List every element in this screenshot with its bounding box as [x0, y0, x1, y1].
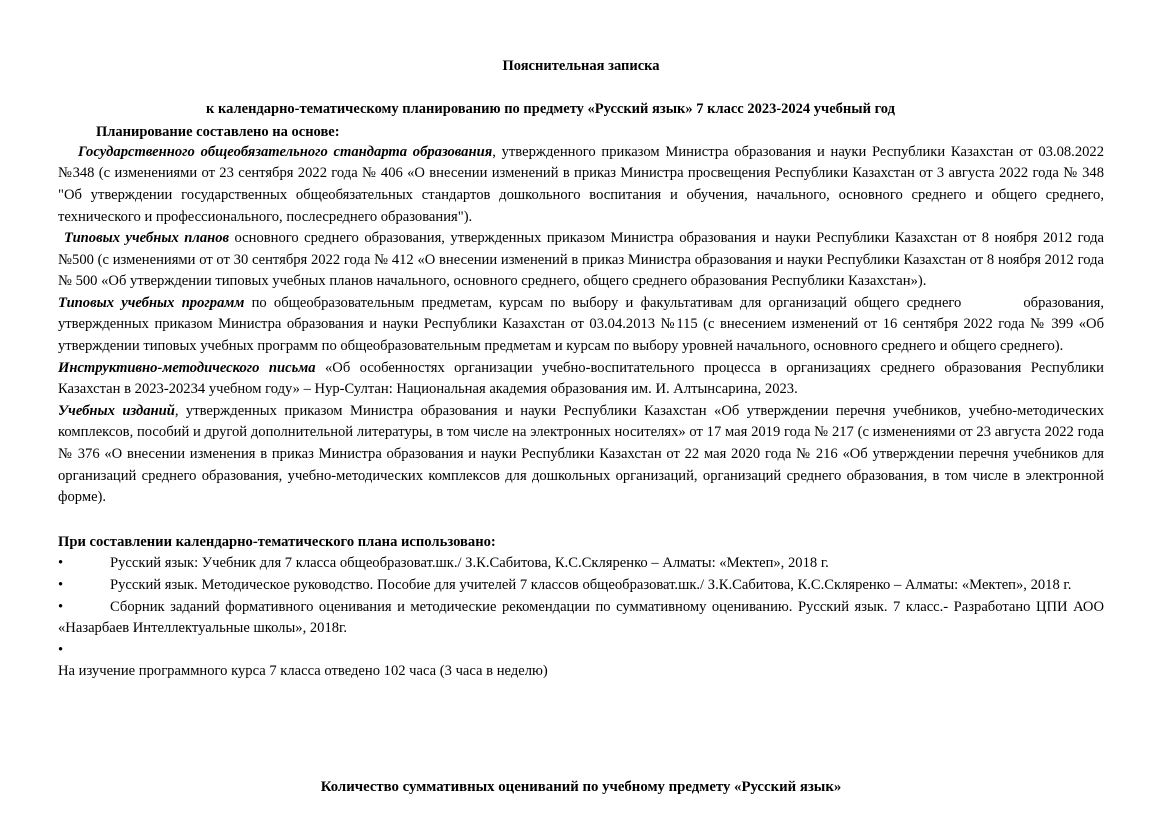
paragraph-goso-text: , утвержденного приказом Министра образования и науки Республики Казахстан от 03.08.2022 №348 (с изменениями от 23 сентября 2022 года № 406 «О внесении изменений в приказ Министра просвещения Республики Казахстан от 3 августа 2022 года № 348 "Об утверждении государственных общеобязательных стандартов дошкольного воспитания и обучения, начального, основного среднего и общего среднего, технического и профессионального, послесреднего образования").: [58, 143, 1105, 225]
paragraph-instruktivno-metodicheskoe-pismo: [58, 358, 1104, 401]
emphasis-goso: Государственного общеобязательного стандарта образования: [78, 143, 493, 160]
sources-list-heading: При составлении календарно-тематического плана использовано:: [58, 533, 496, 550]
list-item: [58, 640, 1104, 662]
lead-statement: Планирование составлено на основе:: [96, 124, 340, 141]
paragraph-uchebnye-izdaniya: [58, 401, 1104, 509]
paragraph-uchebnye-izdaniya-text: , утвержденных приказом Министра образования и науки Республики Казахстан «Об утверждении перечня учебников, учебно-методических комплексов, пособий и другой дополнительной литературы, в том числе на электронных носителях» от 17 мая 2019 года № 217 (с изменениями от 23 августа 2022 года № 376 «О внесении изменения в приказ Министра образования и науки Республики Казахстан от 22 мая 2020 года № 216 «Об утверждении перечня учебников для организаций среднего образования, учебно-методических комплексов для дошкольных организаций, организаций среднего образования, в том числе в электронной форме).: [58, 402, 1105, 506]
paragraph-typovye-programmy: [58, 293, 1104, 358]
bullet-icon: •: [58, 598, 64, 615]
emphasis-instruktivno-metodicheskoe-pismo: Инструктивно-методического письма: [58, 359, 316, 376]
paragraph-typovye-plany: [58, 228, 1104, 293]
section-title-summative: Количество суммативных оцениваний по учебному предмету «Русский язык»: [320, 778, 842, 795]
emphasis-typovye-plany: Типовых учебных планов: [64, 230, 230, 247]
emphasis-typovye-programmy: Типовых учебных программ: [58, 294, 245, 311]
list-item: [58, 553, 1104, 575]
bullet-icon: •: [58, 555, 64, 572]
page-title: Пояснительная записка: [502, 58, 660, 74]
hours-note: На изучение программного курса 7 класса отведено 102 часа (3 часа в неделю): [58, 663, 548, 680]
paragraph-instruktivno-metodicheskoe-pismo-text: «Об особенностях организации учебно-воспитательного процесса в организациях среднего образования Республики Казахстан в 2023-20234 учебном году» – Нур-Султан: Национальная академия образования им. И. Алтынсарина, 2023.: [58, 359, 1104, 398]
paragraph-typovye-programmy-text-a: по общеобразовательным предметам, курсам по выбору и факультативам для организаций общего среднего: [244, 294, 962, 311]
emphasis-uchebnye-izdaniya: Учебных изданий: [58, 402, 175, 419]
list-item-label: Сборник заданий формативного оценивания и методические рекомендации по суммативному оцениванию. Русский язык. 7 класс.- Разработано ЦПИ АОО «Назарбаев Интеллектуальные школы», 2018г.: [58, 598, 1104, 637]
paragraph-typovye-programmy-text-b: образования, утвержденных приказом Министра образования и науки Республики Казахстан от 03.04.2013 №115 (с внесением изменений от 16 сентября 2022 года № 399 «Об утверждении типовых учебных программ по общеобразовательным предметам и курсам по выбору уровней начального, основного среднего и общего среднего).: [58, 294, 1104, 355]
list-item: [58, 575, 1104, 597]
list-item-label: Русский язык: Учебник для 7 класса общеобразоват.шк./ З.К.Сабитова, К.С.Скляренко – Алматы: «Мектеп», 2018 г.: [110, 555, 829, 572]
sources-list: [58, 553, 1104, 661]
paragraph-typovye-plany-text: основного среднего образования, утвержденных приказом Министра образования и науки Республики Казахстан от 8 ноября 2012 года №500 (с изменениями от от 30 сентября 2022 года № 412 «О внесении изменений в приказ Министра образования и науки Республики Казахстан от 8 ноября 2012 года № 500 «Об утверждении типовых учебных планов начального, основного среднего, общего среднего образования Республики Казахстан»).: [58, 230, 1105, 290]
paragraph-goso: [58, 142, 1104, 228]
document-body: [58, 0, 1104, 797]
bullet-icon: •: [58, 577, 64, 594]
list-item: [58, 597, 1104, 640]
list-item-label: Русский язык. Методическое руководство. Пособие для учителей 7 классов общеобразоват.шк./ З.К.Сабитова, К.С.Скляренко – Алматы: «Мектеп», 2018 г.: [110, 577, 1072, 594]
document-subtitle: к календарно-тематическому планированию по предмету «Русский язык» 7 класс 2023-2024 учебный год: [206, 100, 895, 117]
bullet-icon: •: [58, 641, 64, 658]
